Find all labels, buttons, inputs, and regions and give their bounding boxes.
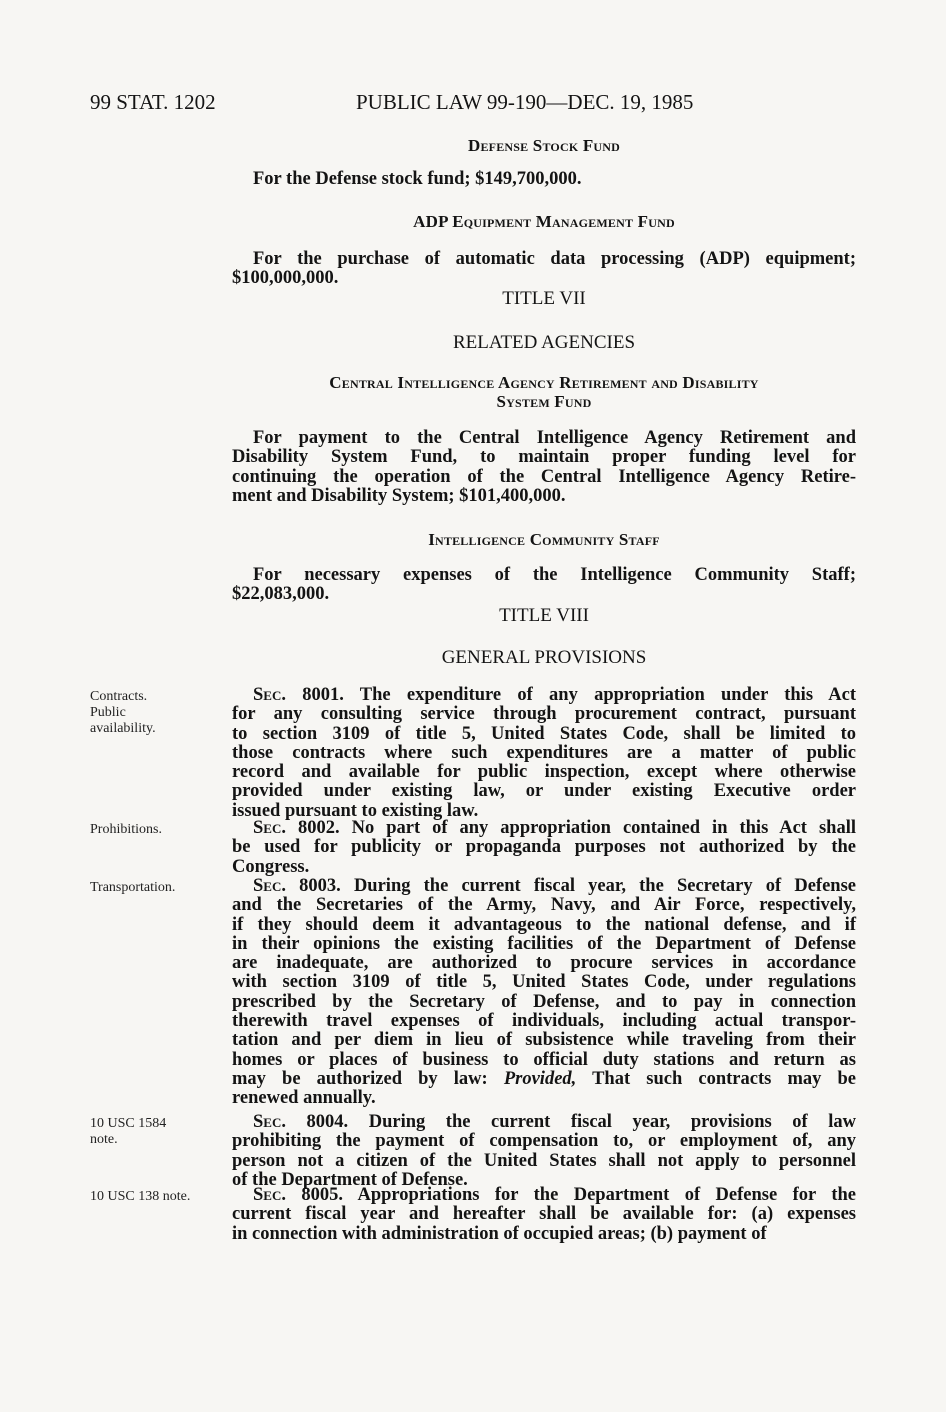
text-line xyxy=(232,170,856,189)
margin-note-line: availability. xyxy=(90,721,156,736)
text-line xyxy=(232,858,856,877)
paragraph-ic-staff xyxy=(232,566,856,605)
line-text: record and available for public inspection, except where otherwise xyxy=(232,762,856,783)
heading-defense-stock-fund: Defense Stock Fund xyxy=(467,136,621,155)
section-number: Sec. 8005. xyxy=(253,1185,344,1205)
line-text: prescribed by the Secretary of Defense, and to pay in connection xyxy=(232,991,856,1012)
text-line xyxy=(232,744,856,763)
margin-note-line: Contracts. xyxy=(90,689,148,704)
running-header: PUBLIC LAW 99-190—DEC. 19, 1985 xyxy=(356,90,694,114)
text-line xyxy=(232,705,856,724)
line-text: to section 3109 of title 5, United States Code, shall be limited to xyxy=(232,723,856,744)
paragraph-defense-stock-fund xyxy=(232,170,856,189)
text-line xyxy=(232,1225,856,1244)
line-text: $100,000,000. xyxy=(232,268,339,289)
line-text: No part of any appropriation contained in this Act shall xyxy=(351,818,856,838)
text-line xyxy=(232,1089,856,1108)
text-line xyxy=(232,269,856,288)
margin-note xyxy=(90,822,162,838)
line-text: if they should deem it advantageous to the national defense, and if xyxy=(232,914,856,935)
text-line xyxy=(232,896,856,915)
line-text: and the Secretaries of the Army, Navy, and Air Force, respectively, xyxy=(232,895,856,916)
line-text: are inadequate, are authorized to procure services in accordance xyxy=(232,953,856,974)
heading-cia-fund xyxy=(232,373,856,411)
text-line xyxy=(232,1186,856,1205)
margin-note xyxy=(90,1116,166,1148)
text-line xyxy=(232,1152,856,1171)
section-8003 xyxy=(232,877,856,1109)
text-line xyxy=(232,877,856,896)
text-line xyxy=(232,916,856,935)
margin-note-line: Transportation. xyxy=(90,880,176,895)
line-text: person not a citizen of the United States shall not apply to personnel xyxy=(232,1150,856,1171)
section-number: Sec. 8001. xyxy=(253,685,344,705)
statute-page-number: 99 STAT. 1202 xyxy=(90,90,216,114)
line-text: prohibiting the payment of compensation to, or employment of, any xyxy=(232,1131,856,1152)
heading-line: System Fund xyxy=(496,392,592,411)
text-line xyxy=(232,1031,856,1050)
text-line xyxy=(232,686,856,705)
section-number: Sec. 8002. xyxy=(253,818,340,838)
title-vii: TITLE VII xyxy=(502,288,586,309)
text-line xyxy=(232,782,856,801)
title-viii-subtitle: GENERAL PROVISIONS xyxy=(441,647,647,668)
text-line xyxy=(232,954,856,973)
text-line xyxy=(232,973,856,992)
section-number: Sec. 8004. xyxy=(253,1112,349,1132)
margin-note-line: Public xyxy=(90,705,126,720)
text-line xyxy=(232,448,856,467)
line-text: During the current fiscal year, the Secretary of Defense xyxy=(353,876,856,896)
text-line xyxy=(232,838,856,857)
line-text: renewed annually. xyxy=(232,1088,376,1109)
text-line xyxy=(232,1070,856,1089)
line-text: ment and Disability System; $101,400,000. xyxy=(232,485,566,506)
line-text: homes or places of business to official duty stations and return as xyxy=(232,1049,856,1070)
margin-note xyxy=(90,880,175,896)
heading-ic-staff: Intelligence Community Staff xyxy=(428,530,660,549)
line-text: For the Defense stock fund; $149,700,000. xyxy=(253,169,582,189)
section-8002 xyxy=(232,819,856,877)
text-line xyxy=(232,1012,856,1031)
margin-note-line: Prohibitions. xyxy=(90,822,162,837)
margin-note-line: 10 USC 1584 xyxy=(90,1116,167,1131)
paragraph-adp-fund xyxy=(232,250,856,289)
line-text: in their opinions the existing facilities of the Department of Defense xyxy=(232,933,856,954)
line-text: For necessary expenses of the Intelligence Community Staff; xyxy=(253,565,856,585)
text-line xyxy=(232,250,856,269)
section-8001 xyxy=(232,686,856,821)
text-line xyxy=(232,1132,856,1151)
text-line xyxy=(232,429,856,448)
line-text: for any consulting service through procurement contract, pursuant xyxy=(232,704,856,725)
line-text: of the Department of Defense. xyxy=(232,1169,468,1190)
line-text: Disability System Fund, to maintain proper funding level for xyxy=(232,447,856,468)
text-line xyxy=(232,819,856,838)
line-text: The expenditure of any appropriation under this Act xyxy=(359,685,856,705)
text-line xyxy=(232,468,856,487)
text-line xyxy=(232,763,856,782)
line-text: with section 3109 of title 5, United States Code, under regulations xyxy=(232,972,856,993)
line-text: For the purchase of automatic data processing (ADP) equipment; xyxy=(253,249,856,269)
line-text: those contracts where such expenditures are a matter of public xyxy=(232,742,856,763)
text-line xyxy=(232,585,856,604)
line-text: provided under existing law, or under existing Executive order xyxy=(232,781,856,802)
text-line xyxy=(232,487,856,506)
line-text: may be authorized by law: Provided, That such contracts may be xyxy=(232,1068,856,1089)
text-line xyxy=(232,566,856,585)
heading-line: Central Intelligence Agency Retirement and Disability xyxy=(329,373,759,392)
line-text: For payment to the Central Intelligence Agency Retirement and xyxy=(253,428,856,448)
text-line xyxy=(232,1205,856,1224)
line-text: current fiscal year and hereafter shall be available for: (a) expenses xyxy=(232,1204,856,1225)
text-line xyxy=(232,725,856,744)
line-text: tation and per diem in lieu of subsistence while traveling from their xyxy=(232,1030,856,1051)
margin-note xyxy=(90,1189,190,1205)
text-line xyxy=(232,993,856,1012)
margin-note-line: note. xyxy=(90,1132,118,1147)
text-line xyxy=(232,935,856,954)
margin-note xyxy=(90,689,156,737)
margin-note-line: 10 USC 138 note. xyxy=(90,1189,191,1204)
line-text: be used for publicity or propaganda purposes not authorized by the xyxy=(232,837,856,858)
line-text: issued pursuant to existing law. xyxy=(232,800,479,821)
title-viii: TITLE VIII xyxy=(499,605,589,626)
text-line xyxy=(232,1051,856,1070)
section-8004 xyxy=(232,1113,856,1190)
section-8005 xyxy=(232,1186,856,1244)
section-number: Sec. 8003. xyxy=(253,876,341,896)
line-text: continuing the operation of the Central Intelligence Agency Retire- xyxy=(232,466,856,487)
title-vii-subtitle: RELATED AGENCIES xyxy=(452,332,636,353)
line-text: Congress. xyxy=(232,856,310,877)
line-text: During the current fiscal year, provisions of law xyxy=(368,1112,857,1132)
line-text: $22,083,000. xyxy=(232,584,330,605)
text-line xyxy=(232,1113,856,1132)
line-text: therewith travel expenses of individuals, including actual transpor- xyxy=(232,1011,856,1032)
line-text: in connection with administration of occupied areas; (b) payment of xyxy=(232,1223,767,1244)
heading-adp-fund: ADP Equipment Management Fund xyxy=(413,212,675,231)
paragraph-cia-fund xyxy=(232,429,856,506)
line-text: Appropriations for the Department of Defense for the xyxy=(357,1185,857,1205)
